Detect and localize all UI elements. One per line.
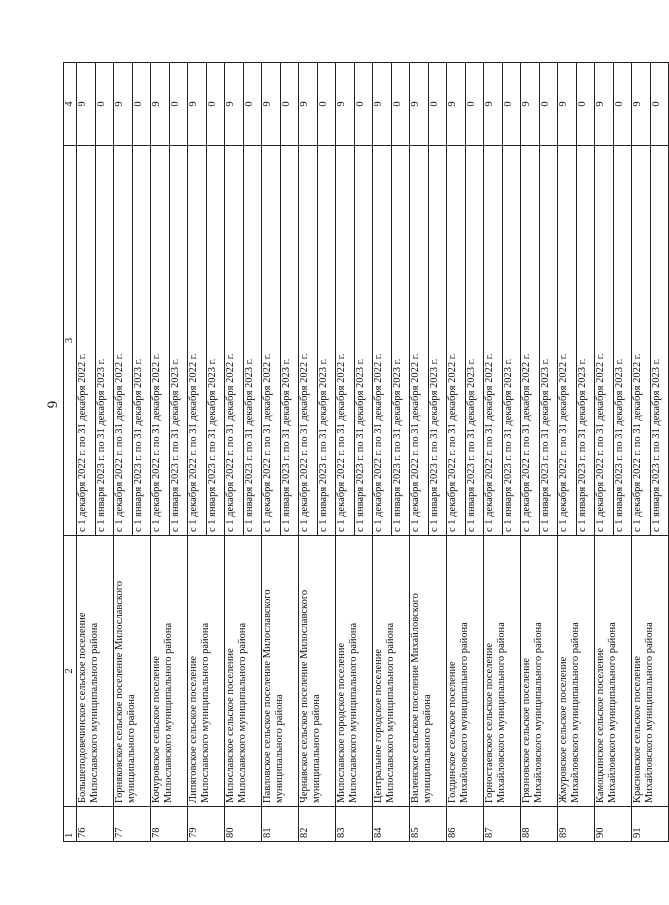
settlement-name-line: Михайловского муниципального района bbox=[459, 622, 470, 803]
period-text: с 1 января 2023 г. по 31 декабря 2023 г. bbox=[132, 146, 151, 536]
period-value: 9 bbox=[225, 63, 244, 146]
period-text: с 1 декабря 2022 г. по 31 декабря 2022 г. bbox=[336, 146, 355, 536]
table-row bbox=[336, 63, 355, 842]
page-number: 6 bbox=[43, 400, 60, 409]
row-number: 86 bbox=[447, 807, 484, 842]
row-number: 90 bbox=[595, 807, 632, 842]
settlement-name-line: Горняковское сельское поселение Милославского bbox=[114, 580, 125, 803]
settlement-name-line bbox=[175, 539, 187, 803]
settlement-name bbox=[373, 536, 410, 807]
settlement-name bbox=[558, 536, 595, 807]
settlement-name-line bbox=[656, 539, 668, 803]
period-value: 0 bbox=[391, 63, 410, 146]
settlement-name-line: Красновское сельское поселение bbox=[632, 656, 643, 803]
settlement-name bbox=[262, 536, 299, 807]
period-text: с 1 декабря 2022 г. по 31 декабря 2022 г. bbox=[188, 146, 207, 536]
settlement-name-line: Большеподовечинское сельское поселение bbox=[77, 612, 88, 803]
period-text: с 1 января 2023 г. по 31 декабря 2023 г. bbox=[613, 146, 632, 536]
settlement-name-line bbox=[619, 539, 631, 803]
settlement-name-line: Милославского муниципального района bbox=[348, 622, 359, 803]
settlement-name-line: Милославского муниципального района bbox=[163, 622, 174, 803]
period-text: с 1 декабря 2022 г. по 31 декабря 2022 г. bbox=[299, 146, 318, 536]
period-value: 0 bbox=[206, 63, 225, 146]
row-number: 91 bbox=[632, 807, 669, 842]
settlement-name bbox=[484, 536, 521, 807]
period-value: 9 bbox=[595, 63, 614, 146]
settlement-name-line: Милославского муниципального района bbox=[385, 622, 396, 803]
table-row bbox=[262, 63, 281, 842]
period-value: 9 bbox=[447, 63, 466, 146]
header-col-1: 1 bbox=[64, 807, 77, 842]
table-row bbox=[447, 63, 466, 842]
settlement-name bbox=[632, 536, 669, 807]
row-number: 82 bbox=[299, 807, 336, 842]
period-text: с 1 января 2023 г. по 31 декабря 2023 г. bbox=[317, 146, 336, 536]
table-row bbox=[188, 63, 207, 842]
table-row bbox=[595, 63, 614, 842]
period-value: 9 bbox=[336, 63, 355, 146]
settlement-name-line: муниципального района bbox=[311, 694, 322, 803]
period-value: 9 bbox=[188, 63, 207, 146]
period-text: с 1 января 2023 г. по 31 декабря 2023 г. bbox=[539, 146, 558, 536]
period-text: с 1 января 2023 г. по 31 декабря 2023 г. bbox=[650, 146, 669, 536]
settlement-name bbox=[447, 536, 484, 807]
settlement-name-line: муниципального района bbox=[126, 694, 137, 803]
table-row bbox=[151, 63, 170, 842]
table-header-row bbox=[64, 63, 77, 842]
period-text: с 1 января 2023 г. по 31 декабря 2023 г. bbox=[206, 146, 225, 536]
settlement-name bbox=[114, 536, 151, 807]
period-text: с 1 декабря 2022 г. по 31 декабря 2022 г. bbox=[77, 146, 96, 536]
table-row bbox=[77, 63, 96, 842]
period-value: 0 bbox=[132, 63, 151, 146]
period-text: с 1 января 2023 г. по 31 декабря 2023 г. bbox=[428, 146, 447, 536]
period-text: с 1 декабря 2022 г. по 31 декабря 2022 г. bbox=[151, 146, 170, 536]
period-value: 0 bbox=[95, 63, 114, 146]
settlement-name-line: Кочуровское сельское поселение bbox=[151, 655, 162, 803]
table-row bbox=[299, 63, 318, 842]
period-value: 0 bbox=[243, 63, 262, 146]
settlement-name-line bbox=[323, 539, 335, 803]
settlement-name-line: Милославского муниципального района bbox=[200, 622, 211, 803]
table-row bbox=[225, 63, 244, 842]
settlement-name-line bbox=[249, 539, 261, 803]
row-number: 78 bbox=[151, 807, 188, 842]
period-value: 0 bbox=[169, 63, 188, 146]
settlement-name-line bbox=[471, 539, 483, 803]
header-col-4: 4 bbox=[64, 63, 77, 146]
period-value: 9 bbox=[410, 63, 429, 146]
settlement-name-line: Михайловского муниципального района bbox=[533, 622, 544, 803]
table-row bbox=[521, 63, 540, 842]
row-number: 85 bbox=[410, 807, 447, 842]
period-text: с 1 декабря 2022 г. по 31 декабря 2022 г. bbox=[373, 146, 392, 536]
row-number: 83 bbox=[336, 807, 373, 842]
row-number: 81 bbox=[262, 807, 299, 842]
table-row bbox=[632, 63, 651, 842]
period-value: 9 bbox=[77, 63, 96, 146]
period-text: с 1 декабря 2022 г. по 31 декабря 2022 г. bbox=[558, 146, 577, 536]
settlement-name-line: муниципального района bbox=[422, 694, 433, 803]
period-text: с 1 января 2023 г. по 31 декабря 2023 г. bbox=[391, 146, 410, 536]
period-value: 9 bbox=[262, 63, 281, 146]
settlement-name-line: муниципального района bbox=[274, 694, 285, 803]
row-number: 88 bbox=[521, 807, 558, 842]
table-row bbox=[410, 63, 429, 842]
settlement-name-line bbox=[582, 539, 594, 803]
settlement-name bbox=[151, 536, 188, 807]
period-value: 9 bbox=[521, 63, 540, 146]
settlement-name-line: Чернавское сельское поселение Милославского bbox=[299, 589, 310, 803]
period-value: 9 bbox=[299, 63, 318, 146]
settlement-name-line: Милославского муниципального района bbox=[237, 622, 248, 803]
settlement-name-line: Павловское сельское поселение Милославского bbox=[262, 589, 273, 803]
settlement-name-line bbox=[212, 539, 224, 803]
settlement-name-line: Милославского муниципального района bbox=[89, 622, 100, 803]
period-text: с 1 января 2023 г. по 31 декабря 2023 г. bbox=[465, 146, 484, 536]
period-text: с 1 января 2023 г. по 31 декабря 2023 г. bbox=[354, 146, 373, 536]
header-col-3: 3 bbox=[64, 146, 77, 536]
settlement-name bbox=[336, 536, 373, 807]
row-number: 76 bbox=[77, 807, 114, 842]
row-number: 84 bbox=[373, 807, 410, 842]
settlement-name-line: Грязновское сельское поселение bbox=[521, 657, 532, 803]
period-value: 0 bbox=[502, 63, 521, 146]
settlement-name-line bbox=[434, 539, 446, 803]
settlement-name-line: Камоцкинское сельское поселение bbox=[595, 647, 606, 803]
period-value: 9 bbox=[558, 63, 577, 146]
settlement-name-line bbox=[286, 539, 298, 803]
settlement-name-line bbox=[101, 539, 113, 803]
period-value: 0 bbox=[650, 63, 669, 146]
settlement-name-line: Липяговское сельское поселение bbox=[188, 655, 199, 803]
settlement-name-line bbox=[360, 539, 372, 803]
period-value: 0 bbox=[465, 63, 484, 146]
period-value: 9 bbox=[151, 63, 170, 146]
row-number: 80 bbox=[225, 807, 262, 842]
row-number: 89 bbox=[558, 807, 595, 842]
settlement-name bbox=[225, 536, 262, 807]
period-text: с 1 декабря 2022 г. по 31 декабря 2022 г. bbox=[262, 146, 281, 536]
period-text: с 1 декабря 2022 г. по 31 декабря 2022 г. bbox=[410, 146, 429, 536]
period-value: 9 bbox=[373, 63, 392, 146]
period-text: с 1 декабря 2022 г. по 31 декабря 2022 г. bbox=[225, 146, 244, 536]
row-number: 77 bbox=[114, 807, 151, 842]
settlement-name-line: Виленское сельское поселение Михайловского bbox=[410, 593, 421, 803]
period-text: с 1 января 2023 г. по 31 декабря 2023 г. bbox=[576, 146, 595, 536]
period-text: с 1 января 2023 г. по 31 декабря 2023 г. bbox=[280, 146, 299, 536]
period-value: 9 bbox=[484, 63, 503, 146]
row-number: 87 bbox=[484, 807, 521, 842]
table-row bbox=[558, 63, 577, 842]
settlement-name-line bbox=[397, 539, 409, 803]
rotated-table-wrapper bbox=[63, 67, 662, 842]
table-row bbox=[114, 63, 133, 842]
period-text: с 1 декабря 2022 г. по 31 декабря 2022 г. bbox=[521, 146, 540, 536]
settlement-name-line: Милославское сельское поселение bbox=[225, 648, 236, 803]
settlement-name bbox=[299, 536, 336, 807]
settlement-name bbox=[521, 536, 558, 807]
settlement-name bbox=[77, 536, 114, 807]
settlement-name-line: Горностаевское сельское поселение bbox=[484, 642, 495, 803]
table-row bbox=[373, 63, 392, 842]
period-text: с 1 января 2023 г. по 31 декабря 2023 г. bbox=[95, 146, 114, 536]
period-value: 9 bbox=[114, 63, 133, 146]
settlement-name-line: Михайловского муниципального района bbox=[570, 622, 581, 803]
settlement-name-line: Милославское городское поселение bbox=[336, 642, 347, 803]
period-text: с 1 января 2023 г. по 31 декабря 2023 г. bbox=[169, 146, 188, 536]
settlement-name-line: Голдинское сельское поселение bbox=[447, 661, 458, 803]
settlement-name-line bbox=[138, 539, 150, 803]
period-value: 0 bbox=[539, 63, 558, 146]
period-value: 0 bbox=[317, 63, 336, 146]
settlement-name bbox=[595, 536, 632, 807]
period-value: 0 bbox=[280, 63, 299, 146]
period-text: с 1 января 2023 г. по 31 декабря 2023 г. bbox=[502, 146, 521, 536]
period-value: 9 bbox=[632, 63, 651, 146]
settlement-name-line: Центральное городское поселение bbox=[373, 649, 384, 803]
period-value: 0 bbox=[428, 63, 447, 146]
period-text: с 1 декабря 2022 г. по 31 декабря 2022 г. bbox=[595, 146, 614, 536]
settlement-name-line: Михайловского муниципального района bbox=[496, 622, 507, 803]
period-value: 0 bbox=[613, 63, 632, 146]
period-text: с 1 декабря 2022 г. по 31 декабря 2022 г. bbox=[447, 146, 466, 536]
settlement-name-line: Жмуровское сельское поселение bbox=[558, 656, 569, 803]
settlement-name-line: Михайловского муниципального района bbox=[644, 622, 655, 803]
period-text: с 1 января 2023 г. по 31 декабря 2023 г. bbox=[243, 146, 262, 536]
settlement-name-line: Михайловского муниципального района bbox=[607, 622, 618, 803]
data-table bbox=[63, 62, 669, 842]
period-text: с 1 декабря 2022 г. по 31 декабря 2022 г. bbox=[114, 146, 133, 536]
period-text: с 1 декабря 2022 г. по 31 декабря 2022 г. bbox=[484, 146, 503, 536]
header-col-2: 2 bbox=[64, 536, 77, 807]
settlement-name-line bbox=[545, 539, 557, 803]
table-row bbox=[484, 63, 503, 842]
settlement-name bbox=[410, 536, 447, 807]
period-text: с 1 декабря 2022 г. по 31 декабря 2022 г. bbox=[632, 146, 651, 536]
period-value: 0 bbox=[354, 63, 373, 146]
settlement-name-line bbox=[508, 539, 520, 803]
settlement-name bbox=[188, 536, 225, 807]
period-value: 0 bbox=[576, 63, 595, 146]
row-number: 79 bbox=[188, 807, 225, 842]
